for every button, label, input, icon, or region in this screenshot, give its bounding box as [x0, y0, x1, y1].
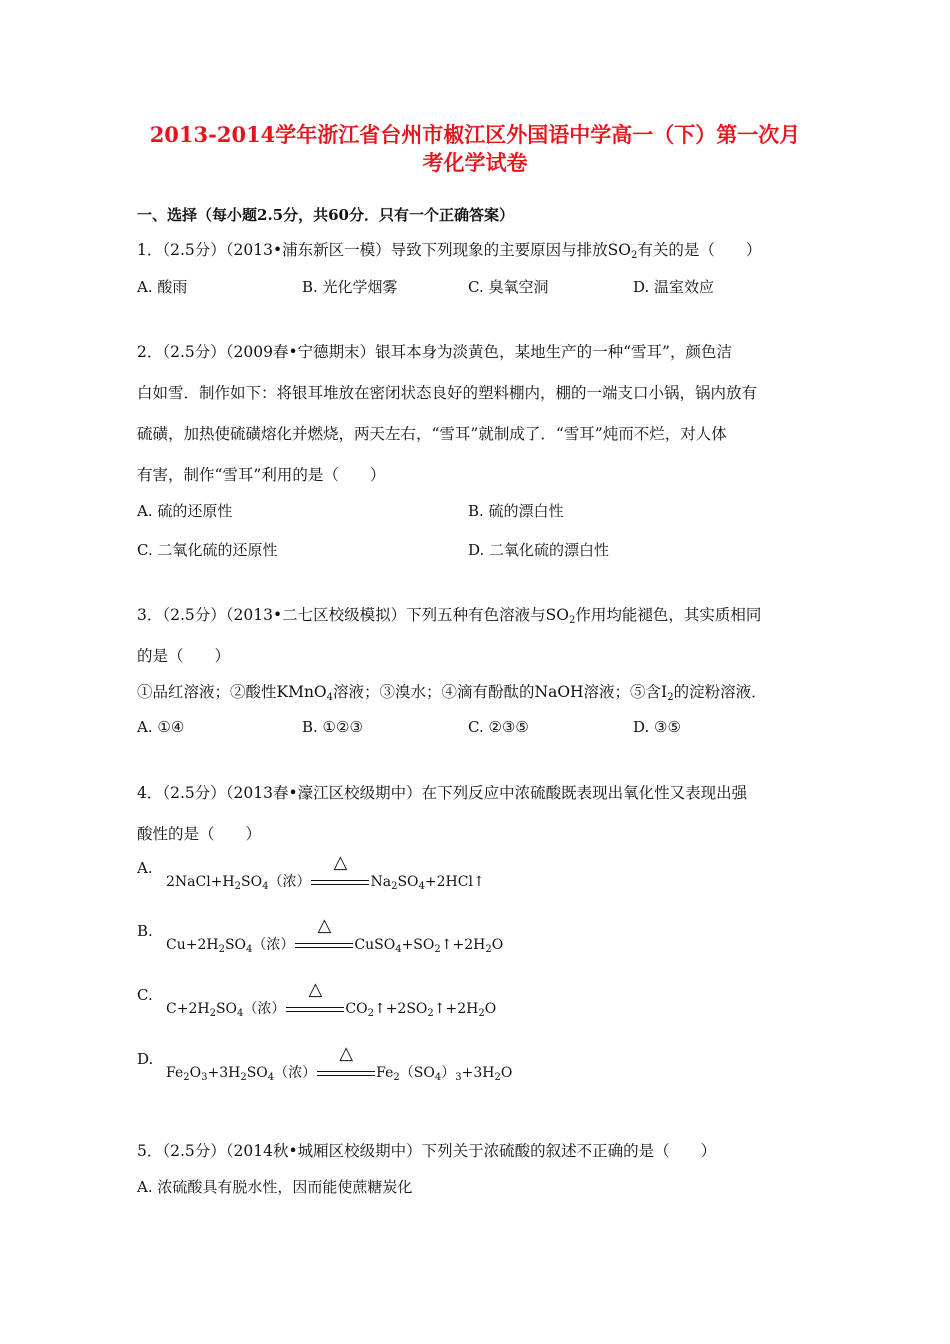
question-2-line1: 2．（2.5分）（2009春•宁德期末）银耳本身为淡黄色，某地生产的一种“雪耳”，颜色洁 [137, 343, 732, 361]
q1-option-c[interactable]: C. 臭氧空洞 [468, 278, 549, 296]
q3-option-c[interactable]: C. ②③⑤ [468, 718, 529, 736]
q5-option-a[interactable]: A. 浓硫酸具有脱水性，因而能使蔗糖炭化 [137, 1178, 413, 1196]
q4-option-c-label[interactable]: C. [137, 986, 153, 1004]
q2-option-b[interactable]: B. 硫的漂白性 [468, 502, 564, 520]
q4-equation-b: $Cu+2H_2SO_4$（浓） △ $CuSO_4+SO_2↑+2H_2O$ [166, 915, 504, 955]
q2-option-c[interactable]: C. 二氧化硫的还原性 [137, 541, 278, 559]
question-4-line1: 4．（2.5分）（2013春•濠江区校级期中）在下列反应中浓硫酸既表现出氧化性又表现出强 [137, 784, 748, 802]
question-4-line2: 酸性的是（ ） [137, 825, 262, 843]
page-title: 2013-2014学年浙江省台州市椒江区外国语中学高一（下）第一次月 [149, 122, 801, 147]
heat-arrow: △ [317, 1066, 375, 1080]
q4-option-b-label[interactable]: B. [137, 922, 153, 940]
q1-option-d[interactable]: D. 温室效应 [633, 278, 715, 296]
question-2-line4: 有害，制作“雪耳”利用的是（ ） [137, 466, 386, 484]
page-title-line2: 考化学试卷 [422, 150, 528, 175]
q1-option-a[interactable]: A. 酸雨 [137, 278, 188, 296]
q3-option-d[interactable]: D. ③⑤ [633, 718, 681, 736]
question-2-line3: 硫磺，加热使硫磺熔化并燃烧，两天左右，“雪耳”就制成了．“雪耳”炖而不烂，对人体 [137, 425, 727, 443]
heat-arrow: △ [286, 1002, 344, 1016]
q3-option-a[interactable]: A. ①④ [137, 718, 185, 736]
q3-option-b[interactable]: B. ①②③ [302, 718, 363, 736]
q2-option-d[interactable]: D. 二氧化硫的漂白性 [468, 541, 610, 559]
q4-equation-d: $Fe_2O_3+3H_2SO_4$（浓） △ $Fe_2(SO_4)_3+3H_2O$ [166, 1043, 513, 1083]
question-1: 1．（2.5分）（2013•浦东新区一模）导致下列现象的主要原因与排放$SO_2$有关的是（ ） [137, 241, 762, 261]
question-3-line3: ①品红溶液；②酸性KMnO$_4$溶液；③溴水；④滴有酚酞的NaOH溶液；⑤含$I_2$的淀粉溶液． [137, 683, 767, 703]
q4-option-d-label[interactable]: D. [137, 1050, 154, 1068]
q4-option-a-label[interactable]: A. [137, 859, 153, 877]
question-3-line2: 的是（ ） [137, 647, 231, 665]
question-5-line1: 5．（2.5分）（2014秋•城厢区校级期中）下列关于浓硫酸的叙述不正确的是（ ） [137, 1142, 717, 1160]
heat-arrow: △ [311, 875, 369, 889]
question-2-line2: 白如雪．制作如下：将银耳堆放在密闭状态良好的塑料棚内，棚的一端支口小锅，锅内放有 [137, 384, 758, 402]
q4-equation-a: $2NaCl+H_2SO_4$（浓） △ $Na_2SO_4+2HCl↑$ [166, 852, 485, 892]
heat-arrow: △ [295, 938, 353, 952]
question-3-line1: 3．（2.5分）（2013•二七区校级模拟）下列五种有色溶液与$SO_2$作用均能褪色，其实质相同 [137, 606, 762, 626]
q4-equation-c: $C+2H_2SO_4$（浓） △ $CO_2↑+2SO_2↑+2H_2O$ [166, 979, 497, 1019]
q1-option-b[interactable]: B. 光化学烟雾 [302, 278, 398, 296]
section-heading: 一、选择（每小题2.5分，共60分．只有一个正确答案） [137, 206, 514, 224]
q2-option-a[interactable]: A. 硫的还原性 [137, 502, 233, 520]
